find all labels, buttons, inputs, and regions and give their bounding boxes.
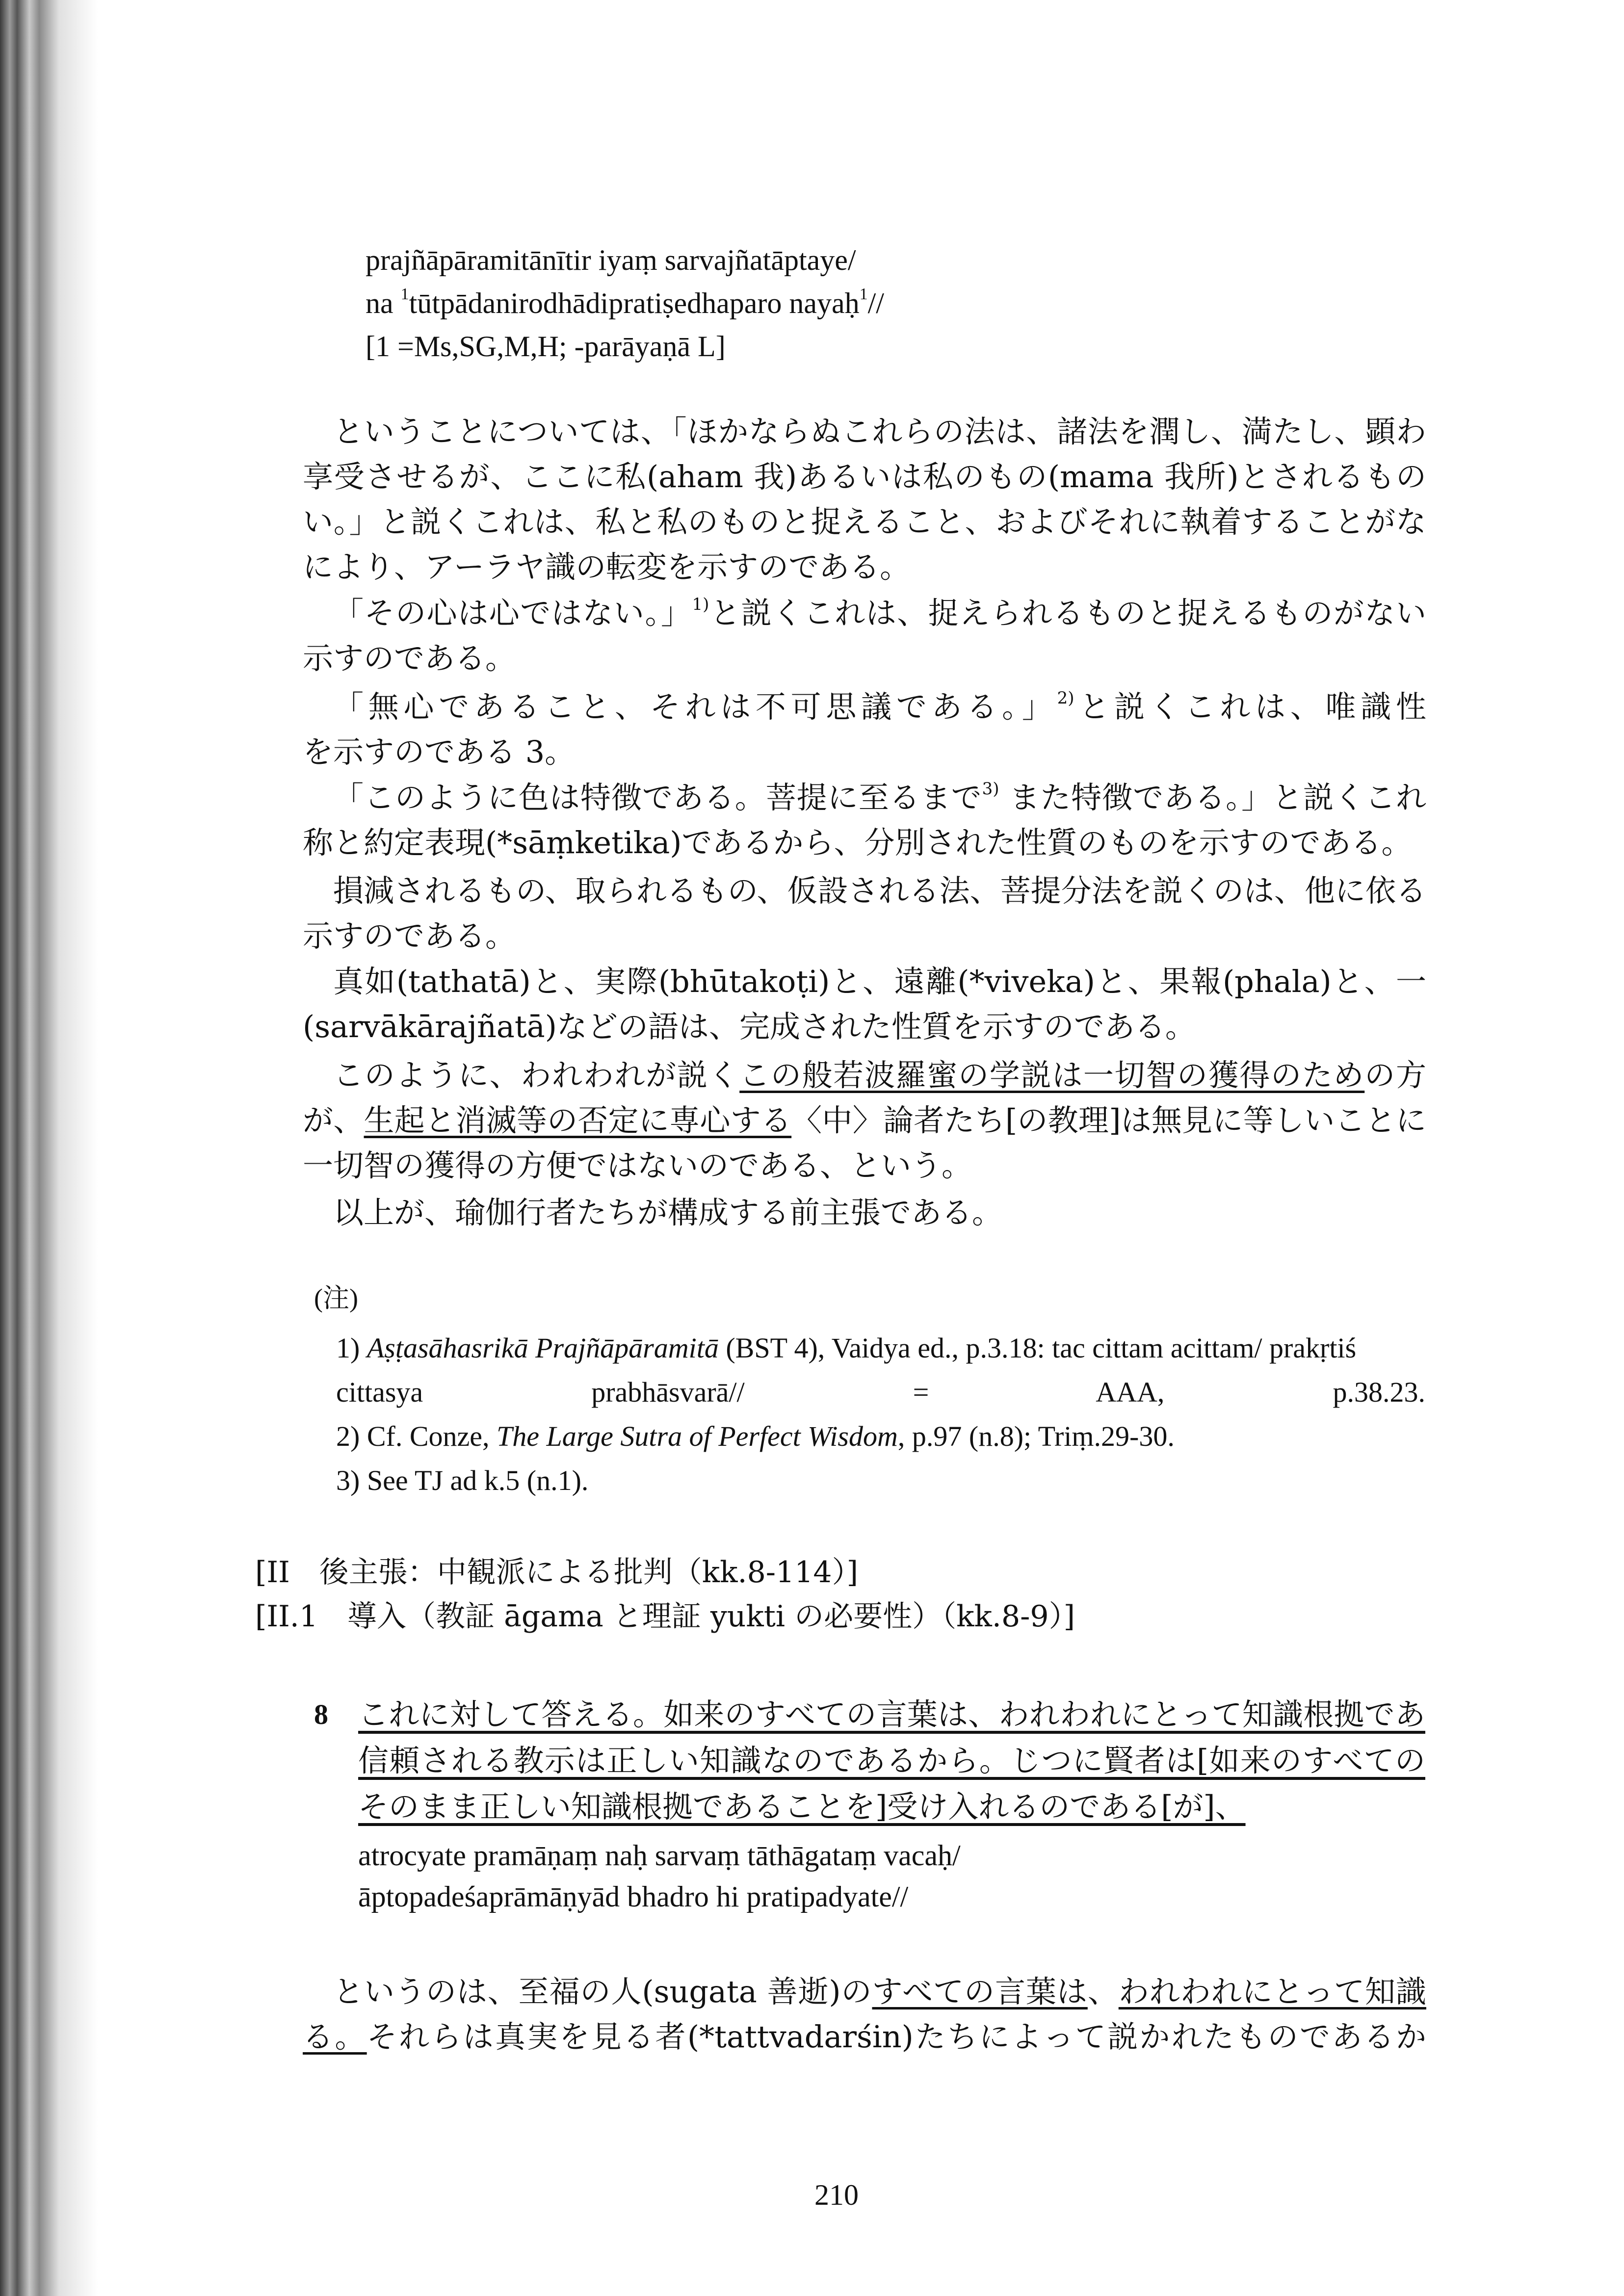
- text-segment: 1): [336, 1332, 367, 1364]
- text-line: [303, 1004, 1426, 1049]
- text-segment: prajñāpāramitānītir iyaṃ sarvajñatāptaye/: [366, 244, 856, 276]
- text-segment: cittasya prabhāsvarā// = AAA, p.38.23.: [336, 1376, 1425, 1408]
- text-line: [358, 1738, 1425, 1784]
- footnote-marker: 1: [400, 285, 409, 303]
- text-line: [336, 1326, 1425, 1370]
- text-segment: ということについては、「ほかならぬこれらの法は、諸法を潤し、満たし、顕わ: [333, 414, 1426, 449]
- paragraph-commentary-1: [303, 409, 1426, 590]
- text-segment: これに対して答える。如来のすべての言葉は、われわれにとって知識根拠であ: [358, 1696, 1425, 1732]
- text-segment: と説くこれは、唯識性: [1074, 689, 1426, 725]
- paragraph-commentary-8: [303, 1969, 1426, 2060]
- text-line: [303, 499, 1426, 545]
- text-segment: [II.1 導入（教証 āgama と理証 yukti の必要性）（kk.8-9）]: [255, 1599, 1075, 1634]
- text-line: [303, 1143, 1426, 1188]
- text-line: [303, 1969, 1426, 2014]
- paragraph-commentary-3: [303, 684, 1426, 775]
- text-segment: により、アーラヤ識の転変を示すのである。: [303, 549, 911, 585]
- text-segment: い。」と説くこれは、私と私のものと捉えること、およびそれに執着することがな: [303, 504, 1426, 540]
- text-segment: na: [366, 287, 401, 319]
- footnote-marker: 1): [692, 595, 709, 614]
- text-line: [255, 1550, 858, 1594]
- text-segment: 2) Cf. Conze,: [336, 1420, 497, 1452]
- text-segment: [1 =Ms,SG,M,H; -parāyaṇā L]: [366, 330, 726, 363]
- page-number: 210: [814, 2179, 859, 2211]
- text-line: [303, 684, 1426, 730]
- text-line: [366, 238, 884, 282]
- text-segment: 3) See TJ ad k.5 (n.1).: [336, 1464, 589, 1496]
- text-segment: このように、われわれが説く: [333, 1057, 740, 1093]
- text-line: [303, 409, 1426, 454]
- footnote-marker: 3): [982, 779, 999, 799]
- text-line: [303, 1053, 1426, 1098]
- paragraph-commentary-4: [303, 775, 1426, 865]
- verse-number: 8: [314, 1698, 328, 1730]
- text-line: [303, 913, 1426, 959]
- underlined-text: 生起と消滅等の否定に専心する: [364, 1102, 792, 1138]
- text-segment: 享受させるが、ここに私(aham 我)あるいは私のもの(mama 我所)とされるもの: [303, 459, 1426, 495]
- sanskrit-verse-8: [358, 1835, 961, 1917]
- verse-8-translation: [358, 1692, 1425, 1830]
- text-line: [303, 1190, 1426, 1235]
- sanskrit-verse-7: [366, 238, 884, 368]
- text-line: [336, 1414, 1175, 1459]
- text-line: [366, 325, 884, 368]
- text-segment: 示すのである。: [303, 918, 516, 954]
- paragraph-conclusion: [303, 1190, 1426, 1235]
- text-line: [303, 820, 1426, 865]
- footnote-2: [336, 1414, 1175, 1459]
- text-line: [303, 591, 1426, 636]
- underlined-text: この般若波羅蜜の学説は一切智の獲得のため: [739, 1057, 1365, 1093]
- text-segment: //: [867, 287, 884, 319]
- paragraph-commentary-5: [303, 868, 1426, 959]
- section-heading-II-1: [255, 1594, 1075, 1639]
- text-line: [303, 775, 1426, 820]
- text-segment: (sarvākārajñatā)などの語は、完成された性質を示すのである。: [303, 1009, 1196, 1044]
- text-segment: 、: [1087, 1974, 1119, 2009]
- text-line: [366, 282, 884, 325]
- footnote-marker: 2): [1057, 688, 1074, 708]
- text-segment: 一切智の獲得の方便ではないのである、という。: [303, 1148, 972, 1183]
- text-line: [303, 1098, 1426, 1143]
- text-segment: 真如(tathatā)と、実際(bhūtakoṭi)と、遠離(*viveka)と、果報(phala)と、一: [333, 964, 1426, 999]
- text-segment: 「その心は心ではない。」: [333, 595, 692, 631]
- text-segment: そのまま正しい知識根拠であることを]受け入れるのである[が]、: [358, 1789, 1246, 1825]
- text-segment: というのは、至福の人(sugata 善逝)の: [333, 1974, 872, 2009]
- text-line: [358, 1835, 961, 1876]
- paragraph-commentary-2: [303, 591, 1426, 681]
- text-segment: 損減されるもの、取られるもの、仮設される法、菩提分法を説くのは、他に依る: [333, 873, 1426, 909]
- text-segment: [II 後主張：中観派による批判（kk.8-114）]: [255, 1555, 858, 1590]
- text-line: [303, 545, 1426, 590]
- text-line: [358, 1876, 961, 1917]
- section-heading-II: [255, 1550, 858, 1594]
- paragraph-commentary-6: [303, 959, 1426, 1049]
- text-segment: 「無心であること、それは不可思議である。」: [333, 689, 1057, 725]
- text-segment: (BST 4), Vaidya ed., p.3.18: tac cittam acittam/ prakṛtiś: [718, 1332, 1357, 1364]
- text-segment: と説くこれは、捉えられるものと捉えるものがない: [709, 595, 1426, 631]
- text-segment: 〈中〉論者たち[の教理]は無見に等しいことに: [791, 1102, 1426, 1138]
- text-line: [303, 2014, 1426, 2060]
- text-line: [303, 959, 1426, 1004]
- text-line: [358, 1784, 1425, 1830]
- italic-title: Aṣṭasāhasrikā Prajñāpāramitā: [367, 1332, 719, 1364]
- text-segment: 称と約定表現(*sāṃketika)であるから、分別された性質のものを示すのである。: [303, 825, 1412, 861]
- underlined-text: る。: [303, 2019, 367, 2055]
- footnote-marker: 1: [859, 285, 868, 303]
- text-segment: , p.97 (n.8); Triṃ.29-30.: [897, 1420, 1175, 1452]
- text-segment: tūtpādanirodhādipratiṣedhaparo nayaḥ: [409, 287, 860, 319]
- footnote-1: [336, 1326, 1425, 1414]
- text-segment: āptopadeśaprāmāṇyād bhadro hi pratipadyate//: [358, 1880, 909, 1913]
- text-segment: それらは真実を見る者(*tattvadarśin)たちによって説かれたものであるか: [367, 2019, 1426, 2055]
- text-segment: 信頼される教示は正しい知識なのであるから。じつに賢者は[如来のすべての: [358, 1743, 1425, 1778]
- text-segment: の方: [1364, 1057, 1426, 1093]
- text-line: [358, 1692, 1425, 1738]
- underlined-text: われわれにとって知識: [1118, 1974, 1426, 2009]
- text-segment: 示すのである。: [303, 640, 516, 676]
- text-segment: 以上が、瑜伽行者たちが構成する前主張である。: [333, 1195, 1003, 1230]
- text-segment: 「このように色は特徴である。菩提に至るまで: [333, 780, 982, 815]
- text-line: [303, 868, 1426, 913]
- text-segment: atrocyate pramāṇaṃ naḥ sarvaṃ tāthāgataṃ vacaḥ/: [358, 1839, 961, 1872]
- text-line: [255, 1594, 1075, 1639]
- text-segment: を示すのである 3。: [303, 734, 576, 770]
- text-line: [303, 730, 1426, 775]
- book-binding-shadow: [0, 0, 98, 2296]
- footnote-3: [336, 1459, 588, 1503]
- notes-heading: (注): [314, 1283, 358, 1313]
- text-line: [336, 1459, 588, 1503]
- text-segment: また特徴である。」と説くこれ: [1009, 780, 1426, 815]
- text-segment: が、: [303, 1102, 364, 1138]
- text-line: [303, 636, 1426, 681]
- italic-title: The Large Sutra of Perfect Wisdom: [497, 1420, 898, 1452]
- text-line: [336, 1370, 1425, 1414]
- underlined-text: すべての言葉は: [872, 1974, 1088, 2009]
- paragraph-commentary-7: [303, 1053, 1426, 1188]
- text-line: [303, 454, 1426, 499]
